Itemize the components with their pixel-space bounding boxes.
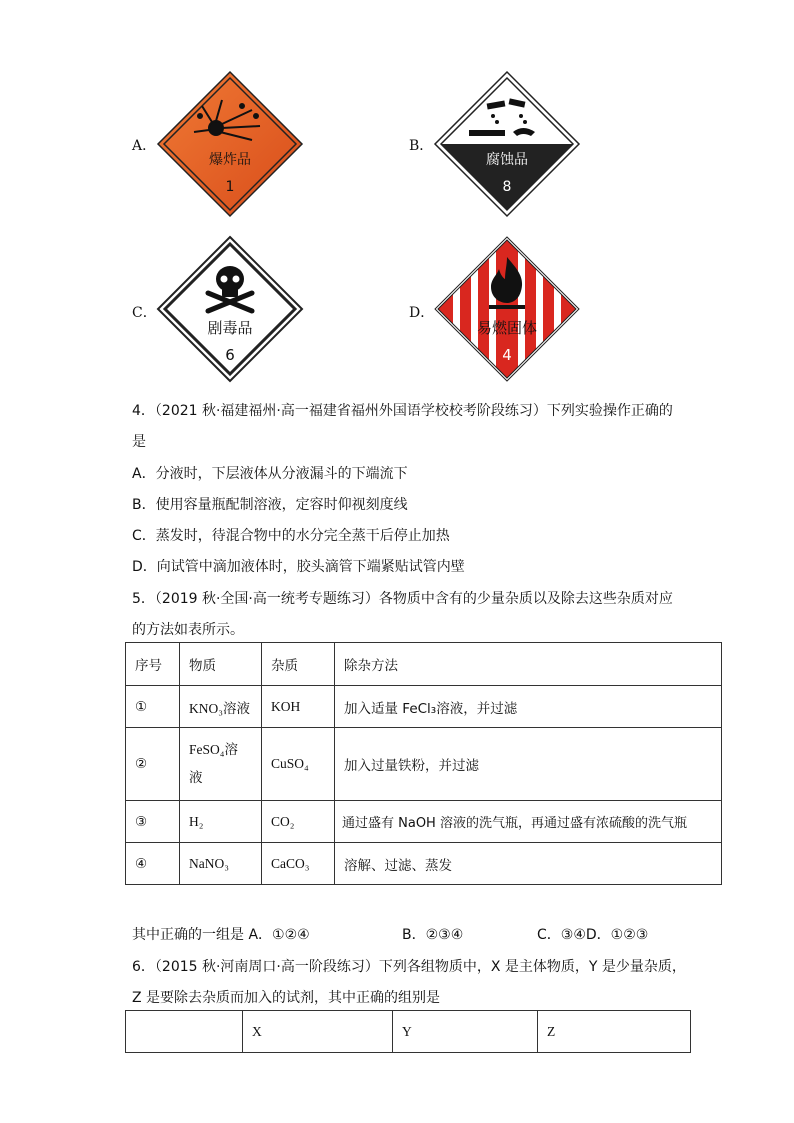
header-cell: 除杂方法 xyxy=(335,643,722,686)
header-cell-x: X xyxy=(243,1011,393,1053)
q4-option-d: D．向试管中滴加液体时，胶头滴管下端紧贴试管内壁 xyxy=(132,559,465,575)
row-substance xyxy=(180,728,262,801)
table-row xyxy=(126,728,722,801)
row-impurity: CuSO₄ xyxy=(262,728,335,801)
flammable-solid-sign xyxy=(433,235,581,383)
q5-answer-options-cd: C．③④D．①②③ xyxy=(537,927,649,943)
header-cell-blank xyxy=(126,1011,243,1053)
q4-stem-line1: 4．（2021 秋·福建福州·高一福建省福州外国语学校校考阶段练习）下列实验操作正确的 xyxy=(132,403,673,419)
sign-a-number: 1 xyxy=(225,179,235,195)
header-cell: 序号 xyxy=(126,643,180,686)
q4-option-b: B．使用容量瓶配制溶液，定容时仰视刻度线 xyxy=(132,497,408,513)
q5-table xyxy=(125,642,722,885)
sign-b-label: 腐蚀品 xyxy=(486,152,528,168)
header-cell: 物质 xyxy=(180,643,262,686)
option-c-letter: C． xyxy=(132,305,157,321)
sign-a-label: 爆炸品 xyxy=(209,152,251,168)
sign-d-label: 易燃固体 xyxy=(476,319,538,337)
table-row xyxy=(126,801,722,843)
row-method: 加入适量 FeCl₃溶液，并过滤 xyxy=(335,686,722,728)
q4-option-c: C．蒸发时，待混合物中的水分完全蒸干后停止加热 xyxy=(132,528,450,544)
row-number: ② xyxy=(126,728,180,801)
row-impurity: KOH xyxy=(262,686,335,728)
option-a-letter: A． xyxy=(132,138,157,154)
row-method: 通过盛有 NaOH 溶液的洗气瓶，再通过盛有浓硫酸的洗气瓶 xyxy=(335,801,722,843)
table-row xyxy=(126,686,722,728)
row-number: ① xyxy=(126,686,180,728)
explosives-sign xyxy=(156,70,304,218)
header-cell-z: Z xyxy=(538,1011,691,1053)
q5-stem-line1: 5．（2019 秋·全国·高一统考专题练习）各物质中含有的少量杂质以及除去这些杂质对应 xyxy=(132,591,673,607)
table-header-row xyxy=(126,1011,691,1053)
row-impurity: CO₂ xyxy=(262,801,335,843)
option-d-letter: D． xyxy=(409,305,435,321)
sign-c-label: 剧毒品 xyxy=(207,319,253,337)
q5-stem-line2: 的方法如表所示。 xyxy=(132,622,244,638)
q4-option-a: A．分液时，下层液体从分液漏斗的下端流下 xyxy=(132,466,408,482)
q6-table xyxy=(125,1010,691,1053)
sign-c-number: 6 xyxy=(225,346,235,364)
corrosive-sign xyxy=(433,70,581,218)
row-substance: NaNO₃ xyxy=(180,843,262,885)
table-header-row xyxy=(126,643,722,686)
q5-answer-options-a: 其中正确的一组是 A．①②④ xyxy=(132,927,310,943)
q4-stem-line2: 是 xyxy=(132,434,146,450)
sign-b-number: 8 xyxy=(502,179,512,195)
header-cell-y: Y xyxy=(393,1011,538,1053)
row-substance: KNO₃溶液 xyxy=(180,686,262,728)
row-number: ④ xyxy=(126,843,180,885)
row-method: 加入过量铁粉，并过滤 xyxy=(335,728,722,801)
q5-answer-option-b: B．②③④ xyxy=(402,927,464,943)
q6-stem-line2: Z 是要除去杂质而加入的试剂，其中正确的组别是 xyxy=(132,990,441,1006)
row-impurity: CaCO₃ xyxy=(262,843,335,885)
row-method: 溶解、过滤、蒸发 xyxy=(335,843,722,885)
row-number: ③ xyxy=(126,801,180,843)
header-cell: 杂质 xyxy=(262,643,335,686)
row-substance-line2: 液 xyxy=(189,770,203,785)
option-b-letter: B． xyxy=(409,138,434,154)
row-substance: H₂ xyxy=(180,801,262,843)
table-row xyxy=(126,843,722,885)
row-substance-line1: FeSO₄溶 xyxy=(189,742,238,757)
toxic-sign xyxy=(156,235,304,383)
sign-d-number: 4 xyxy=(502,346,512,364)
q6-stem-line1: 6．（2015 秋·河南周口·高一阶段练习）下列各组物质中，X 是主体物质，Y 是少量杂质， xyxy=(132,959,686,975)
